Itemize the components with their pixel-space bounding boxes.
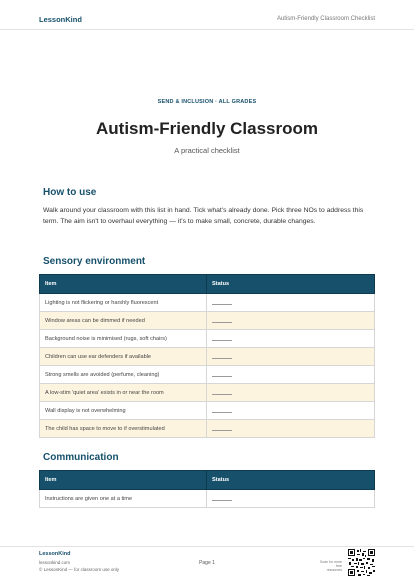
checklist-item: A low-stim 'quiet area' exists in or near the room	[40, 384, 207, 402]
checklist-item: Instructions are given one at a time	[40, 490, 207, 508]
status-blank-line[interactable]	[212, 371, 232, 377]
top-bar	[0, 0, 414, 30]
footer-url[interactable]: lessonkind.com	[39, 560, 71, 565]
status-cell[interactable]	[207, 366, 375, 384]
table-row	[40, 294, 375, 312]
status-blank-line[interactable]	[212, 389, 232, 395]
intro-paragraph: Walk around your classroom with this list in hand. Tick what's already done. Pick three NOs to address this term. The aim isn't to overhaul everything — it's to make small, concrete, durable changes.	[43, 207, 364, 225]
table-row	[40, 366, 375, 384]
column-header-status: Status	[207, 471, 375, 490]
table-row	[40, 330, 375, 348]
footer-brand: LessonKind	[39, 551, 71, 557]
status-blank-line[interactable]	[212, 317, 232, 323]
status-cell[interactable]	[207, 294, 375, 312]
status-cell[interactable]	[207, 384, 375, 402]
checklist-item: Children can use ear defenders if available	[40, 348, 207, 366]
status-blank-line[interactable]	[212, 495, 232, 501]
status-cell[interactable]	[207, 490, 375, 508]
table-row	[40, 402, 375, 420]
section-heading-how-to-use: How to use	[43, 187, 97, 198]
column-header-item: Item	[40, 471, 207, 490]
checklist-item: Lighting is not flickering or harshly fluorescent	[40, 294, 207, 312]
section-heading-communication: Communication	[43, 452, 119, 463]
status-blank-line[interactable]	[212, 353, 232, 359]
brand-logo-text: LessonKind	[39, 15, 82, 24]
status-cell[interactable]	[207, 348, 375, 366]
communication-rows	[40, 490, 375, 508]
status-cell[interactable]	[207, 330, 375, 348]
column-header-item: Item	[40, 275, 207, 294]
page-subtitle: A practical checklist	[174, 146, 240, 155]
eyebrow-label: SEND & INCLUSION · ALL GRADES	[157, 99, 257, 105]
table-row	[40, 348, 375, 366]
sensory-checklist-table	[39, 274, 375, 438]
checklist-item: The child has space to move to if overstimulated	[40, 420, 207, 438]
status-cell[interactable]	[207, 420, 375, 438]
communication-checklist-table	[39, 470, 375, 508]
status-blank-line[interactable]	[212, 425, 232, 431]
table-row	[40, 420, 375, 438]
table-row	[40, 384, 375, 402]
qr-code-icon[interactable]	[348, 549, 375, 576]
checklist-item: Strong smells are avoided (perfume, cleaning)	[40, 366, 207, 384]
qr-scan-label: Scan for more free resources	[320, 560, 342, 572]
table-row	[40, 490, 375, 508]
status-blank-line[interactable]	[212, 299, 232, 305]
checklist-item: Window areas can be dimmed if needed	[40, 312, 207, 330]
column-header-status: Status	[207, 275, 375, 294]
table-header-row	[40, 471, 375, 490]
page-number: Page 1	[199, 560, 215, 566]
status-blank-line[interactable]	[212, 407, 232, 413]
table-row	[40, 312, 375, 330]
status-cell[interactable]	[207, 312, 375, 330]
page-title: Autism-Friendly Classroom	[96, 119, 318, 138]
status-blank-line[interactable]	[212, 335, 232, 341]
section-heading-sensory: Sensory environment	[43, 256, 146, 267]
status-cell[interactable]	[207, 402, 375, 420]
checklist-item: Background noise is minimised (rugs, soft chairs)	[40, 330, 207, 348]
sensory-rows	[40, 294, 375, 438]
running-header-title: Autism-Friendly Classroom Checklist	[276, 16, 375, 22]
checklist-item: Wall display is not overwhelming	[40, 402, 207, 420]
footer-divider	[0, 546, 414, 547]
table-header-row	[40, 275, 375, 294]
footer-copyright: © LessonKind — for classroom use only	[39, 567, 120, 572]
